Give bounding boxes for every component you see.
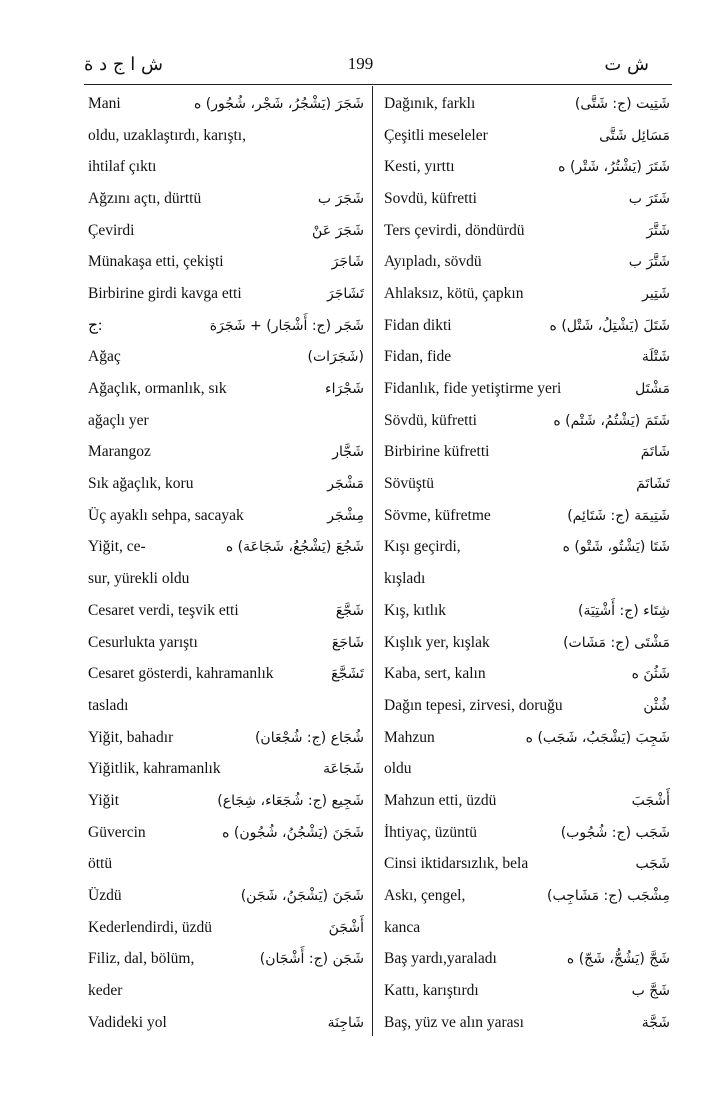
dictionary-entry xyxy=(384,817,670,849)
arabic-headword: (ﺷَﺠَﺮَﺍﺕ) xyxy=(307,349,364,366)
page-number: 199 xyxy=(347,54,374,73)
arabic-headword: ﺷَﺠَﻦَ (ﻳَﺸْﺠَﻦُ، ﺷَﺠَﻦ) xyxy=(240,888,364,905)
dictionary-entry xyxy=(384,500,670,532)
turkish-meaning: Mahzun etti, üzdü xyxy=(384,791,497,809)
dictionary-entry xyxy=(88,658,364,690)
dictionary-entry xyxy=(88,468,364,500)
turkish-meaning: Mahzun xyxy=(384,728,435,746)
dictionary-entry xyxy=(384,912,670,944)
arabic-headword: ﺷِﺘَﺎﺀ (ج: ﺃَﺷْﺘِﻴَﺔ) xyxy=(578,602,670,619)
dictionary-entry xyxy=(384,658,670,690)
turkish-meaning: Ağaç xyxy=(88,348,121,366)
turkish-meaning: Cesaret gösterdi, kahramanlık xyxy=(88,665,274,683)
turkish-meaning: Birbirine girdi kavga etti xyxy=(88,284,242,302)
dictionary-entry xyxy=(384,563,670,595)
dictionary-entry xyxy=(88,120,364,152)
turkish-meaning: Marangoz xyxy=(88,443,151,461)
dictionary-entry xyxy=(88,88,364,120)
arabic-headword: ﺷَﺎﺗَﻢَ xyxy=(640,444,670,461)
dictionary-entry xyxy=(88,627,364,659)
dictionary-entry xyxy=(88,278,364,310)
dictionary-entry xyxy=(88,753,364,785)
turkish-meaning: Fidan, fide xyxy=(384,348,452,366)
arabic-headword: ﺷَﺠَﺐ xyxy=(635,856,670,873)
dictionary-entry xyxy=(384,373,670,405)
dictionary-entry xyxy=(88,532,364,564)
turkish-meaning: Güvercin xyxy=(88,823,146,841)
turkish-meaning: Sövme, küfretme xyxy=(384,506,491,524)
dictionary-entry xyxy=(384,246,670,278)
turkish-meaning: Sövdü, küfretti xyxy=(384,411,477,429)
arabic-headword: ﺷَﺠَّﺔ xyxy=(641,1014,670,1031)
header-right-letters: ش ت xyxy=(604,54,649,75)
arabic-headword: ﺷَﺘَﻢَ (ﻳَﺸْﺘُﻢُ، ﺷَﺘْﻢ) ه xyxy=(553,412,670,429)
arabic-headword: ﺷَﺠَﺎﻋَﺔ xyxy=(323,761,364,778)
dictionary-entry xyxy=(384,183,670,215)
dictionary-entry xyxy=(384,722,670,754)
turkish-meaning: Yiğitlik, kahramanlık xyxy=(88,760,221,778)
dictionary-entry xyxy=(88,912,364,944)
turkish-meaning: Fidanlık, fide yetiştirme yeri xyxy=(384,380,562,398)
dictionary-entry xyxy=(384,88,670,120)
arabic-headword: ﺷَﺠَﺮَ ﺏ xyxy=(317,190,364,207)
dictionary-entry xyxy=(88,563,364,595)
dictionary-entry xyxy=(88,151,364,183)
turkish-meaning: Birbirine küfretti xyxy=(384,443,490,461)
arabic-headword: ﻣَﺸْﺠَﺮ xyxy=(327,476,364,493)
turkish-meaning: Sık ağaçlık, koru xyxy=(88,475,194,493)
dictionary-entry xyxy=(384,468,670,500)
arabic-headword: ﺷَﺠِﺐَ (ﻳَﺸْﺠَﺐُ، ﺷَﺠَﺐ) ه xyxy=(525,729,670,746)
arabic-headword: ﺷَﺠَّﺎﺭ xyxy=(332,444,364,461)
dictionary-entry xyxy=(384,975,670,1007)
dictionary-entry xyxy=(88,183,364,215)
turkish-meaning: Kış, kıtlık xyxy=(384,601,447,619)
arabic-headword: ﺷَﺎﺟَﺮَ xyxy=(331,254,364,271)
arabic-headword: ﺷَﺞَّ ﺏ xyxy=(631,983,670,1000)
turkish-meaning: Ağaçlık, ormanlık, sık xyxy=(88,380,227,398)
turkish-meaning: Münakaşa etti, çekişti xyxy=(88,253,224,271)
arabic-headword: ﺗَﺸَﺠَّﻊَ xyxy=(331,666,364,683)
dictionary-entry xyxy=(88,246,364,278)
turkish-meaning: Çevirdi xyxy=(88,221,135,239)
dictionary-entry xyxy=(88,215,364,247)
turkish-meaning: Üç ayaklı sehpa, sacayak xyxy=(88,506,244,524)
dictionary-entry xyxy=(88,785,364,817)
dictionary-entry xyxy=(384,342,670,374)
dictionary-entry xyxy=(384,595,670,627)
turkish-meaning: Fidan dikti xyxy=(384,316,452,334)
arabic-headword: ﺷَﺎﺟِﻨَﺔ xyxy=(327,1014,364,1031)
turkish-meaning: Ayıpladı, sövdü xyxy=(384,253,482,271)
dictionary-entry xyxy=(88,849,364,881)
dictionary-entry xyxy=(88,690,364,722)
dictionary-entry xyxy=(88,1007,364,1039)
arabic-headword: ﺷَﺞَّ (ﻳَﺸُﺞُّ، ﺷَﺞّ) ه xyxy=(566,951,670,968)
turkish-meaning: oldu, uzaklaştırdı, karıştı, xyxy=(88,126,246,144)
arabic-headword: ﻣِﺸْﺠَﺐ (ج: ﻣَﺸَﺎﺟِﺐ) xyxy=(546,888,670,905)
arabic-headword: ﺷَﺘَﺎ (ﻳَﺸْﺘُﻮ، ﺷَﺘْﻮ) ه xyxy=(562,539,670,556)
turkish-meaning: Kattı, karıştırdı xyxy=(384,982,479,1000)
dictionary-entry xyxy=(384,880,670,912)
arabic-headword: ﻣَﺴَﺎﺋِﻞ ﺷَﺘَّﻰ xyxy=(599,127,670,144)
header-rule xyxy=(84,84,672,85)
dictionary-entry xyxy=(88,880,364,912)
turkish-meaning: Filiz, dal, bölüm, xyxy=(88,950,195,968)
turkish-meaning: Dağın tepesi, zirvesi, doruğu xyxy=(384,696,563,714)
arabic-headword: ﺷَﺘِﻴﻤَﺔ (ج: ﺷَﺘَﺎﺋِﻢ) xyxy=(567,507,670,524)
dictionary-entry xyxy=(384,690,670,722)
arabic-headword: ﺷَﺠَﺐ (ج: ﺷُﺠُﻮﺏ) xyxy=(560,824,670,841)
arabic-headword: ﺷَﺠَﺮَ (ﻳَﺸْﺠُﺮُ، ﺷَﺠْﺮ، ﺷُﺠُﻮﺭ) ه xyxy=(194,95,364,112)
dictionary-entry xyxy=(88,500,364,532)
turkish-meaning: Dağınık, farklı xyxy=(384,94,476,112)
column-divider xyxy=(372,86,373,1036)
turkish-meaning: keder xyxy=(88,982,123,1000)
arabic-headword: ﺷُﺜْﻦ xyxy=(643,697,670,714)
dictionary-entry xyxy=(384,944,670,976)
arabic-headword: ﻣَﺸْﺘَﻞ xyxy=(635,381,670,398)
dictionary-entry xyxy=(384,405,670,437)
arabic-headword: ﺷَﺠَﻦَ (ﻳَﺸْﺠُﻦُ، ﺷُﺠُﻮﻥ) ه xyxy=(222,824,364,841)
dictionary-entry xyxy=(384,278,670,310)
turkish-meaning: kışladı xyxy=(384,570,426,588)
dictionary-entry xyxy=(88,405,364,437)
turkish-meaning: Vadideki yol xyxy=(88,1013,167,1031)
arabic-headword: ﺷُﺠَﺎﻉ (ج: ﺷُﺠْﻌَﺎﻥ) xyxy=(254,729,364,746)
arabic-headword: ﺷَﺘَّﺮَ xyxy=(646,222,670,239)
turkish-meaning: Kederlendirdi, üzdü xyxy=(88,918,212,936)
turkish-meaning: oldu xyxy=(384,760,412,778)
turkish-meaning: Cesurlukta yarıştı xyxy=(88,633,198,651)
dictionary-entry xyxy=(384,310,670,342)
dictionary-entry xyxy=(384,437,670,469)
dictionary-entry xyxy=(384,120,670,152)
left-column xyxy=(88,88,364,1039)
turkish-meaning: Cesaret verdi, teşvik etti xyxy=(88,601,239,619)
turkish-meaning: Baş, yüz ve alın yarası xyxy=(384,1013,524,1031)
turkish-meaning: Ters çevirdi, döndürdü xyxy=(384,221,525,239)
turkish-meaning: Ağzını açtı, dürttü xyxy=(88,189,202,207)
page-header xyxy=(0,50,721,80)
turkish-meaning: Yiğit, bahadır xyxy=(88,728,174,746)
arabic-headword: ﺷَﺠِﻴﻊ (ج: ﺷُﺠَﻌَﺎﺀ، ﺷِﺠَﺎﻉ) xyxy=(217,792,364,809)
dictionary-entry xyxy=(384,151,670,183)
arabic-headword: ﺷَﺘْﻠَﺔ xyxy=(641,349,670,366)
turkish-meaning: tasladı xyxy=(88,696,129,714)
dictionary-entry xyxy=(88,437,364,469)
dictionary-entry xyxy=(384,1007,670,1039)
arabic-headword: ﺷَﺎﺟَﻊَ xyxy=(331,634,364,651)
turkish-meaning: Çeşitli meseleler xyxy=(384,126,488,144)
dictionary-entry xyxy=(384,627,670,659)
arabic-headword: ﺷَﺠَّﻊَ xyxy=(335,602,364,619)
turkish-meaning: Yiğit, ce- xyxy=(88,538,146,556)
arabic-headword: ﺃَﺷْﺠَﺐَ xyxy=(631,792,670,809)
arabic-headword: ﻣَﺸْﺘَﻰ (ج: ﻣَﺸَﺎﺕ) xyxy=(563,634,670,651)
turkish-meaning: Kaba, sert, kalın xyxy=(384,665,486,683)
arabic-headword: ﻣِﺸْﺠَﺮ xyxy=(327,507,364,524)
dictionary-entry xyxy=(88,373,364,405)
header-left-letters: ش ا ج د ة xyxy=(84,54,163,75)
right-column xyxy=(384,88,670,1039)
arabic-headword: ﺷَﺘَﻞَ (ﻳَﺸْﺘِﻞُ، ﺷَﺘْﻞ) ه xyxy=(549,317,670,334)
turkish-meaning: ج: xyxy=(88,317,103,335)
turkish-meaning: Kışlık yer, kışlak xyxy=(384,633,490,651)
arabic-headword: ﺗَﺸَﺎﺟَﺮَ xyxy=(326,285,364,302)
dictionary-entry xyxy=(88,342,364,374)
arabic-headword: ﺷَﺜُﻦَ ه xyxy=(631,666,670,683)
turkish-meaning: Sövüştü xyxy=(384,475,434,493)
arabic-headword: ﺷَﺠُﻊَ (ﻳَﺸْﺠُﻊُ، ﺷَﺠَﺎﻋَﺔ) ه xyxy=(225,539,364,556)
dictionary-entry xyxy=(88,722,364,754)
turkish-meaning: ağaçlı yer xyxy=(88,411,149,429)
dictionary-entry xyxy=(384,215,670,247)
turkish-meaning: İhtiyaç, üzüntü xyxy=(384,823,477,841)
turkish-meaning: kanca xyxy=(384,918,421,936)
arabic-headword: ﺷَﺘِﻴﺖ (ج: ﺷَﺘَّﻰ) xyxy=(574,95,670,112)
turkish-meaning: Üzdü xyxy=(88,887,122,905)
arabic-headword: ﺷَﺘَّﺮَ ﺏ xyxy=(628,254,670,271)
dictionary-entry xyxy=(88,595,364,627)
turkish-meaning: Mani xyxy=(88,94,121,112)
dictionary-entry xyxy=(384,849,670,881)
arabic-headword: ﺷَﺠَﺮَ ﻋَﻦْ xyxy=(312,222,364,239)
turkish-meaning: ihtilaf çıktı xyxy=(88,158,157,176)
turkish-meaning: Kesti, yırttı xyxy=(384,158,455,176)
arabic-headword: ﺗَﺸَﺎﺗَﻢَ xyxy=(636,476,670,493)
dictionary-entry xyxy=(88,310,364,342)
turkish-meaning: Yiğit xyxy=(88,791,120,809)
dictionary-entry xyxy=(88,817,364,849)
dictionary-entry xyxy=(384,753,670,785)
turkish-meaning: Baş yardı,yaraladı xyxy=(384,950,497,968)
arabic-headword: ﺷَﺘِﻴﺮ xyxy=(642,285,670,302)
turkish-meaning: sur, yürekli oldu xyxy=(88,570,190,588)
arabic-headword: ﺃَﺷْﺠَﻦَ xyxy=(328,919,364,936)
arabic-headword: ﺷَﺠْﺮَﺍﺀ xyxy=(325,381,364,398)
turkish-meaning: Sovdü, küfretti xyxy=(384,189,477,207)
turkish-meaning: Ahlaksız, kötü, çapkın xyxy=(384,284,524,302)
turkish-meaning: Kışı geçirdi, xyxy=(384,538,461,556)
arabic-headword: ﺷَﺠَﺮ (ج: ﺃَﺷْﺠَﺎﺭ) + ﺷَﺠَﺮَﺓ xyxy=(209,317,364,334)
arabic-headword: ﺷَﺠَﻦ (ج: ﺃَﺷْﺠَﺎﻥ) xyxy=(259,951,364,968)
turkish-meaning: öttü xyxy=(88,855,113,873)
arabic-headword: ﺷَﺘَﺮَ ﺏ xyxy=(628,190,670,207)
dictionary-entry xyxy=(88,975,364,1007)
arabic-headword: ﺷَﺘَﺮَ (ﻳَﺸْﺘُﺮُ، ﺷَﺘْﺮ) ه xyxy=(558,159,670,176)
turkish-meaning: Cinsi iktidarsızlık, bela xyxy=(384,855,529,873)
dictionary-entry xyxy=(384,532,670,564)
turkish-meaning: Askı, çengel, xyxy=(384,887,466,905)
dictionary-entry xyxy=(384,785,670,817)
dictionary-entry xyxy=(88,944,364,976)
